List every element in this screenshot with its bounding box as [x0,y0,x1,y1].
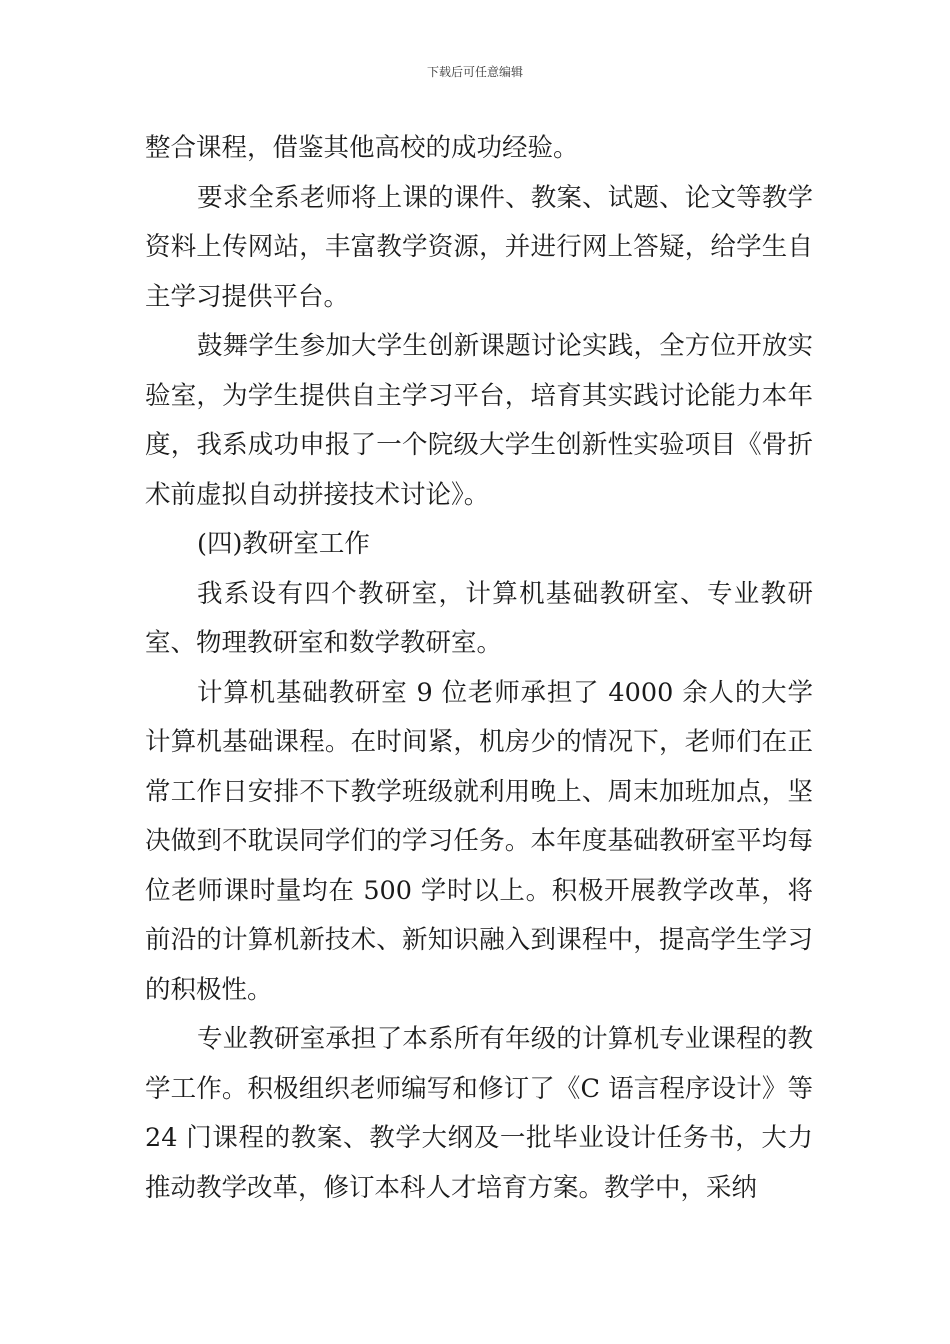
paragraph-5: 我系设有四个教研室，计算机基础教研室、专业教研室、物理教研室和数学教研室。 [145,578,813,658]
paragraph-2: 要求全系老师将上课的课件、教案、试题、论文等教学资料上传网站，丰富教学资源，并进行网上答疑，给学生自主学习提供平台。 [145,182,813,312]
document-body [145,124,813,1213]
section-heading: (四)教研室工作 [197,529,370,559]
paragraph-1: 整合课程，借鉴其他高校的成功经验。 [145,133,579,163]
page-header: 下载后可任意编辑 [426,65,523,79]
paragraph-3: 鼓舞学生参加大学生创新课题讨论实践，全方位开放实验室，为学生提供自主学习平台，培育其实践讨论能力本年度，我系成功申报了一个院级大学生创新性实验项目《骨折术前虚拟自动拼接技术讨论》。 [145,331,813,510]
paragraph-7: 专业教研室承担了本系所有年级的计算机专业课程的教学工作。积极组织老师编写和修订了《C 语言程序设计》等 24 门课程的教案、教学大纲及一批毕业设计任务书，大力推动教学改革，修订本科人才培育方案。教学中，采纳 [145,1024,813,1203]
paragraph-6: 计算机基础教研室 9 位老师承担了 4000 余人的大学计算机基础课程。在时间紧，机房少的情况下，老师们在正常工作日安排不下教学班级就利用晚上、周末加班加点，坚决做到不耽误同学们的学习任务。本年度基础教研室平均每位老师课时量均在 500 学时以上。积极开展教学改革，将前沿的计算机新技术、新知识融入到课程中，提高学生学习的积极性。 [145,677,813,1005]
